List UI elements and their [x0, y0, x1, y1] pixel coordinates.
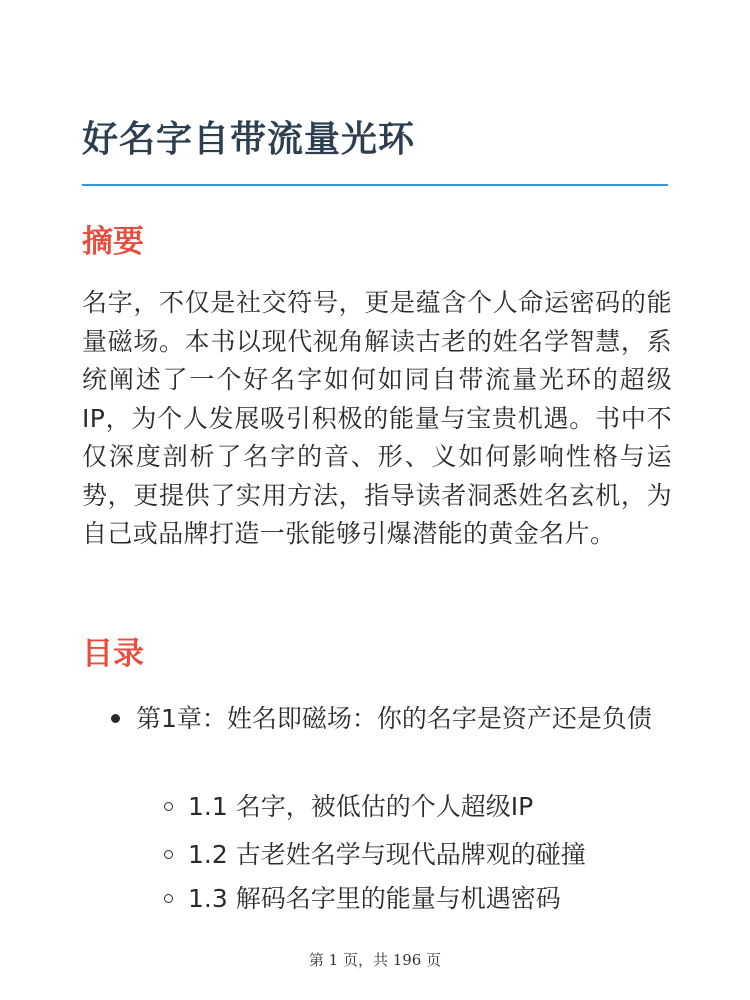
bullet-disc-icon [111, 714, 120, 723]
toc-chapter-1-label: 第1章：姓名即磁场：你的名字是资产还是负债 [136, 704, 652, 733]
toc-heading: 目录 [82, 636, 144, 672]
toc-section-label: 1.1 名字，被低估的个人超级IP [188, 792, 534, 821]
bullet-circle-icon [164, 894, 173, 903]
toc-section-1-3[interactable] [188, 880, 561, 918]
document-title: 好名字自带流量光环 [82, 119, 416, 160]
summary-paragraph: 名字，不仅是社交符号，更是蕴含个人命运密码的能量磁场。本书以现代视角解读古老的姓名学智慧，系统阐述了一个好名字如何如同自带流量光环的超级IP，为个人发展吸引积极的能量与宝贵机遇。书中不仅深度剖析了名字的音、形、义如何影响性格与运势，更提供了实用方法，指导读者洞悉姓名玄机，为自己或品牌打造一张能够引爆潜能的黄金名片。 [82, 288, 672, 548]
toc-section-label: 1.3 解码名字里的能量与机遇密码 [188, 884, 561, 913]
summary-heading: 摘要 [82, 224, 144, 260]
page-number: 第 1 页，共 196 页 [308, 951, 442, 969]
toc-chapter-1[interactable] [136, 700, 666, 738]
title-divider [82, 184, 668, 186]
toc-section-label: 1.2 古老姓名学与现代品牌观的碰撞 [188, 840, 586, 869]
bullet-circle-icon [164, 802, 173, 811]
toc-section-1-2[interactable] [188, 836, 586, 874]
toc-section-1-1[interactable] [188, 788, 533, 826]
bullet-circle-icon [164, 850, 173, 859]
